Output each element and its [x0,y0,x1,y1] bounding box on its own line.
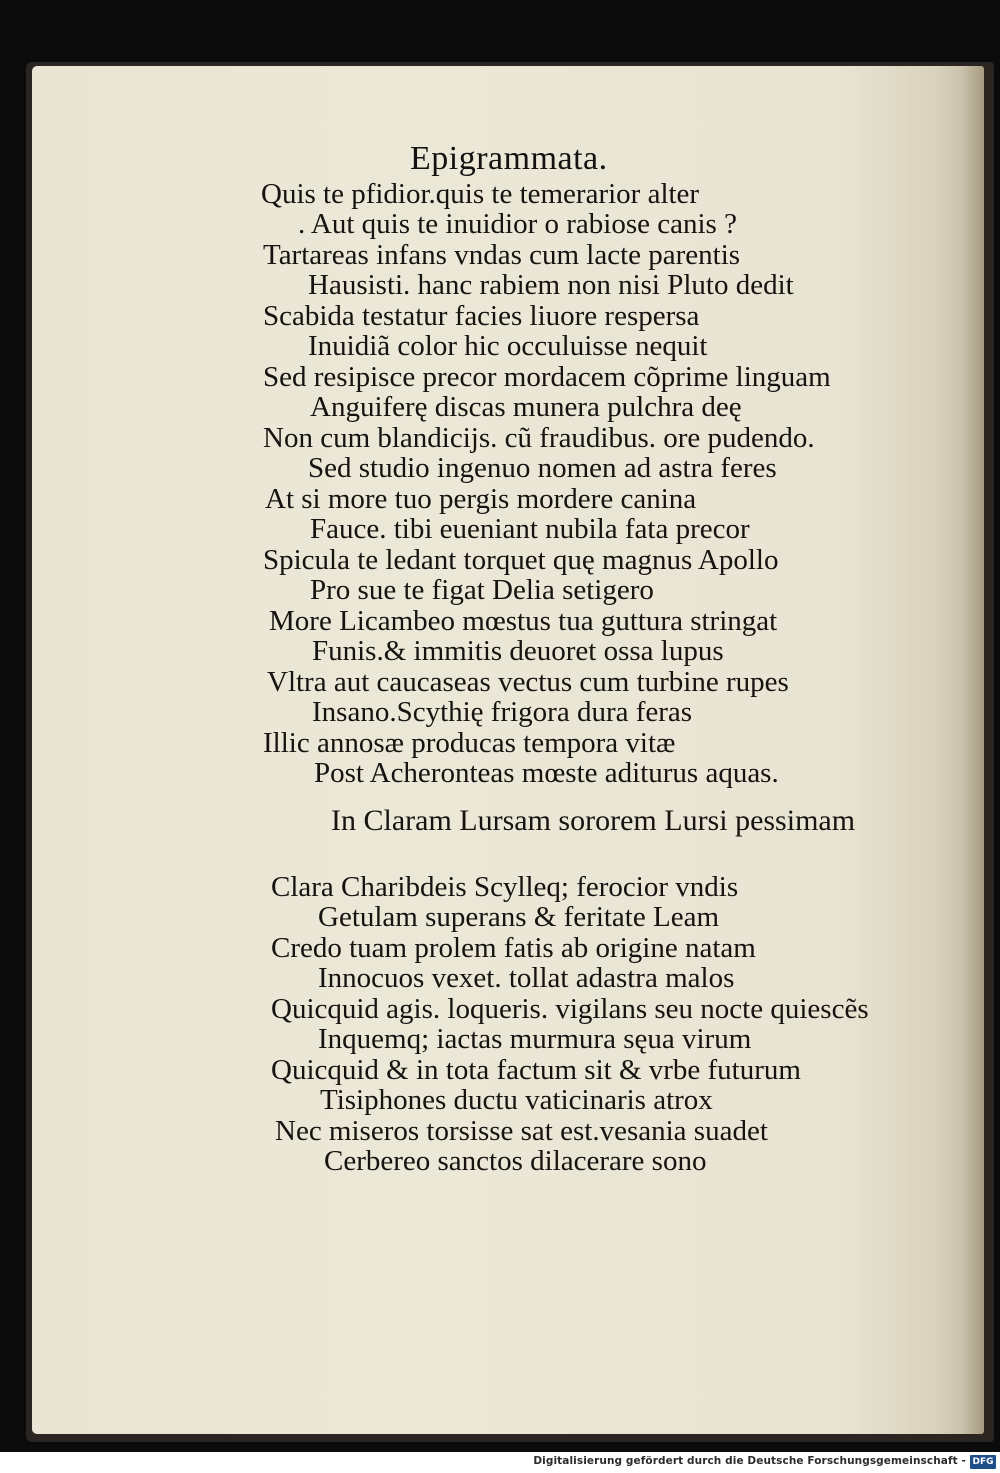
verse-line: Insano.Scythię frigora dura feras [312,696,693,728]
verse-line: Non cum blandicijs. cũ fraudibus. ore pudendo. [263,422,815,454]
verse-line: Vltra aut caucaseas vectus cum turbine rupes [267,666,789,698]
verse-line: Scabida testatur facies liuore respersa [263,300,700,332]
verse-line: Sed studio ingenuo nomen ad astra feres [308,452,777,484]
verse-line: Anguiferę discas munera pulchra deę [310,391,742,423]
verse-line: Nec miseros torsisse sat est.vesania suadet [275,1115,768,1147]
verse-line: Quicquid & in tota factum sit & vrbe futurum [271,1054,801,1086]
verse-line: Getulam superans & feritate Leam [318,901,720,933]
verse-line: Tartareas infans vndas cum lacte parentis [263,239,741,271]
verse-line: Inquemq; iactas murmura sęua virum [318,1023,752,1055]
dfg-logo: DFG [970,1455,996,1469]
verse-line: Clara Charibdeis Scylleq; ferocior vndis [271,871,739,903]
verse-line: Illic annosæ producas tempora vitæ [263,727,676,759]
digitization-footer [0,1452,1000,1473]
verse-line: At si more tuo pergis mordere canina [265,483,697,515]
verse-line: Funis.& immitis deuoret ossa lupus [312,635,724,667]
verse-line: Tisiphones ductu vaticinaris atrox [320,1084,713,1116]
verse-line: Fauce. tibi eueniant nubila fata precor [310,513,750,545]
verse-line: Sed resipisce precor mordacem cõprime linguam [263,361,831,393]
verse-line: More Licambeo mœstus tua guttura stringat [269,605,778,637]
book-page [32,66,984,1434]
verse-line: Cerbereo sanctos dilacerare sono [324,1145,707,1177]
verse-line: Pro sue te figat Delia setigero [310,574,654,606]
verse-line: Innocuos vexet. tollat adastra malos [318,962,735,994]
verse-line: Inuidiã color hic occuluisse nequit [308,330,708,362]
verse-line: Quicquid agis. loqueris. vigilans seu nocte quiescẽs [271,993,869,1025]
page-heading: Epigrammata. [410,140,608,177]
funding-notice: Digitalisierung gefördert durch die Deutsche Forschungsgemeinschaft - [533,1455,966,1467]
verse-line: . Aut quis te inuidior o rabiose canis ? [298,208,737,240]
verse-line: Quis te pfidior.quis te temerarior alter [261,178,700,210]
section-heading: In Claram Lursam sororem Lursi pessimam [331,804,856,837]
verse-line: Hausisti. hanc rabiem non nisi Pluto dedit [308,269,794,301]
verse-line: Spicula te ledant torquet quę magnus Apollo [263,544,779,576]
verse-line: Post Acheronteas mœste aditurus aquas. [314,757,779,789]
verse-line: Credo tuam prolem fatis ab origine natam [271,932,756,964]
